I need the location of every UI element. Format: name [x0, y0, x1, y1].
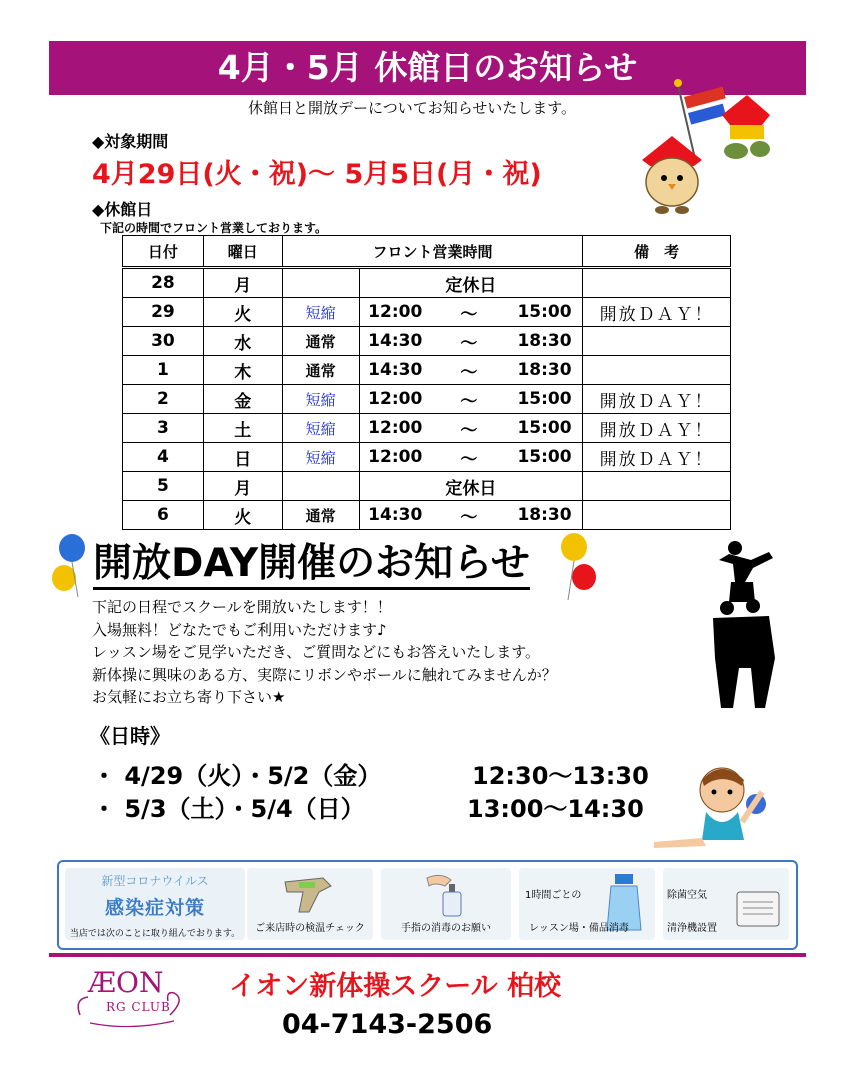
cell-closed: 定休日 — [359, 472, 583, 501]
cell-remark — [583, 501, 731, 530]
aeon-logo: ÆON — [88, 966, 164, 999]
cell-remark: 開放ＤＡＹ！ — [583, 443, 731, 472]
description-line: 新体操に興味のある方、実際にリボンやボールに触れてみませんか？ — [92, 665, 557, 684]
cell-mode: 短縮 — [282, 298, 359, 327]
cell-date: 6 — [123, 501, 204, 530]
cell-tilde: ～ — [431, 356, 507, 385]
table-row — [123, 414, 731, 443]
intro-text: 休館日と開放デーについてお知らせいたします。 — [248, 99, 577, 117]
cell-date: 1 — [123, 356, 204, 385]
header-hours: フロント営業時間 — [282, 236, 583, 268]
cell-mode: 短縮 — [282, 443, 359, 472]
chick-mascot — [632, 132, 712, 217]
balloons-right-icon — [556, 532, 600, 602]
date-time: 13:00～14:30 — [467, 795, 644, 823]
date-days: ・ 5/3（土）・5/4（日） — [92, 795, 365, 823]
gymnast-pyramid-silhouette — [705, 538, 780, 713]
cell-start: 14:30 — [359, 327, 431, 356]
table-row — [123, 327, 731, 356]
open-day-description — [92, 596, 557, 709]
cell-end: 18:30 — [507, 356, 583, 385]
cell-end: 15:00 — [507, 443, 583, 472]
phone-number: 04-7143-2506 — [282, 1009, 493, 1040]
cell-mode: 通常 — [282, 356, 359, 385]
table-row — [123, 443, 731, 472]
header-date: 日付 — [123, 236, 204, 268]
cell-date: 30 — [123, 327, 204, 356]
hand-sanitizer-icon — [421, 870, 481, 918]
cell-day: 月 — [203, 472, 282, 501]
cell-start: 14:30 — [359, 501, 431, 530]
cell-closed: 定休日 — [359, 268, 583, 298]
banner-item3-line1: 1時間ごとの — [525, 890, 582, 901]
banner-item-air-purifier — [663, 868, 789, 940]
cell-day: 木 — [203, 356, 282, 385]
cell-date: 29 — [123, 298, 204, 327]
period-value: 4月29日(火・祝)～ 5月5日(月・祝) — [92, 159, 542, 190]
cell-start: 12:00 — [359, 385, 431, 414]
cell-start: 12:00 — [359, 298, 431, 327]
header-day: 曜日 — [203, 236, 282, 268]
cell-day: 土 — [203, 414, 282, 443]
cell-remark — [583, 472, 731, 501]
rg-club-logo: RG CLUB — [106, 1000, 171, 1014]
corona-panel — [65, 868, 245, 940]
cell-remark: 開放ＤＡＹ！ — [583, 298, 731, 327]
cell-day: 水 — [203, 327, 282, 356]
cell-tilde: ～ — [431, 443, 507, 472]
corona-line1: 新型コロナウイルス — [101, 874, 209, 888]
banner-item4-line2: 清浄機設置 — [667, 923, 717, 934]
banner-item-temperature — [247, 868, 373, 940]
period-label: ◆対象期間 — [92, 132, 169, 151]
schedule-table — [122, 235, 731, 530]
cell-end: 18:30 — [507, 501, 583, 530]
closed-note: 下記の時間でフロント営業しております。 — [100, 221, 328, 235]
cell-tilde: ～ — [431, 385, 507, 414]
cell-mode — [282, 268, 359, 298]
date-time: 12:30～13:30 — [472, 762, 649, 790]
cell-mode: 通常 — [282, 327, 359, 356]
cell-end: 18:30 — [507, 327, 583, 356]
cell-end: 15:00 — [507, 298, 583, 327]
air-purifier-icon — [731, 872, 787, 932]
table-row — [123, 501, 731, 530]
balloons-left-icon — [48, 533, 88, 598]
cell-mode: 短縮 — [282, 385, 359, 414]
cell-date: 2 — [123, 385, 204, 414]
banner-item2-label: 手指の消毒のお願い — [401, 923, 491, 934]
cell-day: 月 — [203, 268, 282, 298]
cell-tilde: ～ — [431, 501, 507, 530]
cell-start: 12:00 — [359, 414, 431, 443]
date-row — [92, 789, 365, 824]
cell-remark: 開放ＤＡＹ！ — [583, 414, 731, 443]
banner-item-disinfection — [519, 868, 655, 940]
description-line: お気軽にお立ち寄り下さい★ — [92, 688, 286, 706]
date-row — [92, 756, 381, 791]
closed-label: ◆休館日 — [92, 200, 153, 219]
cell-remark: 開放ＤＡＹ！ — [583, 385, 731, 414]
cell-remark — [583, 356, 731, 385]
cell-day: 金 — [203, 385, 282, 414]
description-line: 下記の日程でスクールを開放いたします！！ — [92, 598, 392, 616]
covid-banner — [57, 860, 798, 950]
cell-day: 火 — [203, 298, 282, 327]
table-row — [123, 472, 731, 501]
banner-item1-label: ご来店時の検温チェック — [255, 923, 365, 934]
thermometer-gun-icon — [279, 872, 339, 916]
cell-date: 4 — [123, 443, 204, 472]
cell-mode — [282, 472, 359, 501]
banner-item4-line1: 除菌空気 — [667, 890, 707, 901]
cell-end: 15:00 — [507, 414, 583, 443]
cell-mode: 通常 — [282, 501, 359, 530]
gymnast-girl-illustration — [652, 762, 774, 852]
cell-start: 14:30 — [359, 356, 431, 385]
header-remarks: 備 考 — [583, 236, 731, 268]
cell-end: 15:00 — [507, 385, 583, 414]
footer-divider — [49, 953, 806, 957]
cell-date: 5 — [123, 472, 204, 501]
cell-day: 火 — [203, 501, 282, 530]
table-row — [123, 298, 731, 327]
datetime-label: 《日時》 — [90, 724, 170, 748]
cell-remark — [583, 327, 731, 356]
cell-date: 28 — [123, 268, 204, 298]
table-header-row — [123, 236, 731, 268]
cell-start: 12:00 — [359, 443, 431, 472]
banner-item3-line2: レッスン場・備品消毒 — [529, 923, 629, 934]
description-line: 入場無料！どなたでもご利用いただけます♪ — [92, 620, 387, 639]
cell-tilde: ～ — [431, 298, 507, 327]
open-day-title: 開放DAY開催のお知らせ — [93, 541, 530, 590]
cell-day: 日 — [203, 443, 282, 472]
corona-line3: 当店では次のことに取り組んでおります。 — [69, 929, 241, 939]
cell-date: 3 — [123, 414, 204, 443]
table-row — [123, 356, 731, 385]
cell-tilde: ～ — [431, 327, 507, 356]
cell-remark — [583, 268, 731, 298]
corona-line2: 感染症対策 — [104, 897, 205, 919]
school-name: イオン新体操スクール 柏校 — [229, 971, 562, 1002]
table-row — [123, 268, 731, 298]
table-row — [123, 385, 731, 414]
page-title: 4月・5月 休館日のお知らせ — [49, 41, 806, 95]
date-days: ・ 4/29（火）・5/2（金） — [92, 762, 382, 790]
banner-item-sanitizer — [381, 868, 511, 940]
description-line: レッスン場をご見学いただき、ご質問などにもお答えいたします。 — [92, 643, 541, 661]
cell-mode: 短縮 — [282, 414, 359, 443]
cell-tilde: ～ — [431, 414, 507, 443]
